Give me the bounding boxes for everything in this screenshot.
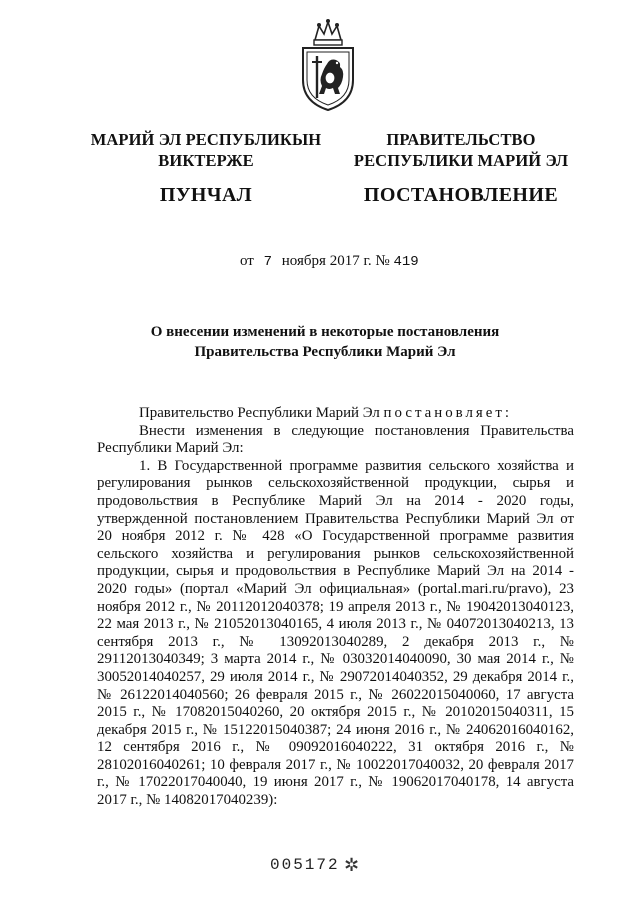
date-prefix: от <box>240 253 254 269</box>
body-p1-spaced: постановляет: <box>383 405 513 421</box>
header-left-line1: МАРИЙ ЭЛ РЕСПУБЛИКЫН <box>90 130 322 149</box>
header-left-line2: ВИКТЕРЖЕ <box>158 151 254 170</box>
header-left-block <box>88 129 324 206</box>
body-paragraph-3: 1. В Государственной программе развития сельского хозяйства и регулирования рынков сельскохозяйственной продукции, сырья и продовольствия в Республике Марий Эл на 2014 - 2020 годы, утвержденной постановлением Правительства Республики Марий Эл от 20 ноября 2012 г. № 428 «О Государственной программе развития сельского хозяйства и регулирования рынков сельскохозяйственной продукции, сырья и продовольствия в Республике Марий Эл на 2014 - 2020 годы» (портал «Марий Эл официальная» (portal.mari.ru/pravo), 23 ноября 2012 г., № 20112012040378; 19 апреля 2013 г., № 19042013040123, 22 мая 2013 г., № 21052013040165, 4 июля 2013 г., № 04072013040213, 13 сентября 2013 г., № 13092013040289, 2 декабря 2013 г., № 29112013040349; 3 марта 2014 г., № 03032014040090, 30 мая 2014 г., № 30052014040257, 29 июля 2014 г., № 29072014040352, 29 декабря 2014 г., № 26122014040560; 26 февраля 2015 г., № 26022015040060, 17 августа 2015 г., № 17082015040260, 20 октября 2015 г., № 20102015040311, 15 декабря 2015 г., № 15122015040387; 24 июня 2016 г., № 24062016040162, 12 сентября 2016 г., № 09092016040222, 31 октября 2016 г., № 28102016040261; 10 февраля 2017 г., № 10022017040032, 20 февраля 2017 г., № 17022017040040, 19 июня 2017 г., № 19062017040178, 14 августа 2017 г., № 14082017040239): <box>97 457 574 809</box>
title-line1: О внесении изменений в некоторые постановления <box>150 324 500 340</box>
header-left-doc-type: ПУНЧАЛ <box>159 184 253 206</box>
document-date-line <box>240 253 419 270</box>
body-p1-text: Правительство Республики Марий Эл <box>139 405 380 421</box>
body-paragraph-1 <box>97 405 574 423</box>
document-title <box>90 322 560 362</box>
title-line2: Правительства Республики Марий Эл <box>194 344 456 360</box>
date-day: 7 <box>263 254 273 270</box>
document-body <box>97 405 574 810</box>
header-right-block <box>346 129 576 206</box>
coat-of-arms-emblem <box>297 14 359 114</box>
asterisk-mark-icon: ✲ <box>344 855 360 876</box>
body-paragraph-2: Внести изменения в следующие постановления Правительства Республики Марий Эл: <box>97 422 574 457</box>
date-rest: ноября 2017 г. № <box>281 253 390 269</box>
document-number: 419 <box>393 254 419 270</box>
header-right-doc-type: ПОСТАНОВЛЕНИЕ <box>363 184 559 206</box>
header-right-line2: РЕСПУБЛИКИ МАРИЙ ЭЛ <box>353 151 569 170</box>
serial-stamp: 005172 <box>270 856 340 874</box>
header-right-line1: ПРАВИТЕЛЬСТВО <box>386 130 536 149</box>
